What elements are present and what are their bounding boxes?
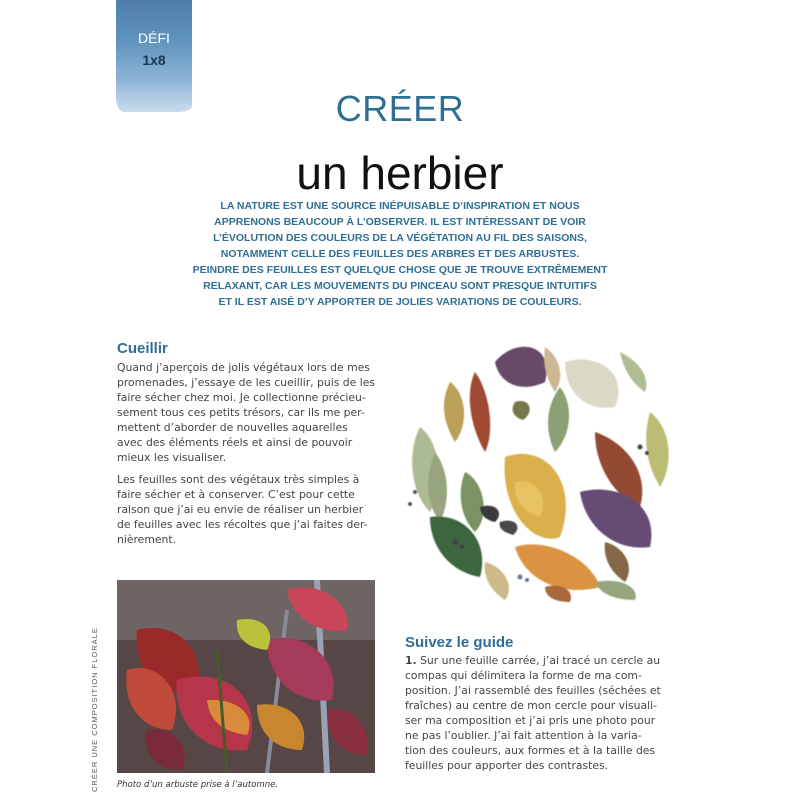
text-line: nièrement. <box>117 533 176 546</box>
text-line: Quand j’aperçois de jolis végétaux lors de mes <box>117 361 370 374</box>
text-line: mettent d’aborder de nouvelles aquarelles <box>117 421 348 434</box>
text-line: position. J’ai rassemblé des feuilles (séchées et <box>405 684 661 697</box>
text-line: feuilles pour apporter des contrastes. <box>405 759 609 772</box>
leaf-wreath-illustration <box>395 332 695 612</box>
text-line <box>405 653 670 668</box>
intro-line: APPRENONS BEAUCOUP À L’OBSERVER. IL EST INTÉRESSANT DE VOIR <box>214 216 586 228</box>
autumn-shrub-photo <box>117 580 375 773</box>
intro-line: RELAXANT, CAR LES MOUVEMENTS DU PINCEAU SONT PRESQUE INTUITIFS <box>203 280 597 292</box>
step-number: 1. <box>405 654 417 667</box>
intro-line: LA NATURE EST UNE SOURCE INÉPUISABLE D’INSPIRATION ET NOUS <box>220 200 580 212</box>
badge-number: 1x8 <box>142 52 166 68</box>
badge-label: DÉFI <box>138 30 170 46</box>
text-line: mieux les visualiser. <box>117 451 227 464</box>
cueillir-paragraph-1 <box>117 360 387 465</box>
text-line: avec des éléments réels et ainsi de pouvoir <box>117 436 353 449</box>
text-line: fraîches) au centre de mon cercle pour visuali- <box>405 699 658 712</box>
photo-caption: Photo d’un arbuste prise à l’automne. <box>117 780 279 790</box>
text-line: sement tous ces petits trésors, car ils me per- <box>117 406 365 419</box>
section-heading-cueillir: Cueillir <box>117 340 168 357</box>
section-heading-guide: Suivez le guide <box>405 634 514 651</box>
text-line: raison que j’ai eu envie de réaliser un herbier <box>117 503 364 516</box>
intro-paragraph <box>150 198 650 310</box>
intro-line: ET IL EST AISÉ D’Y APPORTER DE JOLIES VARIATIONS DE COULEURS. <box>218 296 582 308</box>
guide-step-1 <box>405 653 670 773</box>
text-line: faire sécher chez moi. Je collectionne précieu- <box>117 391 366 404</box>
text-line: promenades, j’essaye de les cueillir, puis de les <box>117 376 375 389</box>
text-line: ser ma composition et j’ai pris une photo pour <box>405 714 656 727</box>
title-line-2: un herbier <box>296 147 504 199</box>
text-line: faire sécher et à conserver. C’est pour cette <box>117 488 355 501</box>
text-line: compas qui délimitera la forme de ma com- <box>405 669 642 682</box>
intro-line: PEINDRE DES FEUILLES EST QUELQUE CHOSE QUE JE TROUVE EXTRÊMEMENT <box>192 264 608 276</box>
text-line: de feuilles avec les récoltes que j’ai faites der- <box>117 518 368 531</box>
intro-line: L’ÉVOLUTION DES COULEURS DE LA VÉGÉTATION AU FIL DES SAISONS, <box>213 232 587 244</box>
side-running-head: CRÉER UNE COMPOSITION FLORALE <box>90 627 99 792</box>
text-line: ne pas l’oublier. J’ai fait attention à la varia- <box>405 729 642 742</box>
photo-image <box>117 580 375 773</box>
text-line: tion des couleurs, aux formes et à la taille des <box>405 744 656 757</box>
title-line-1: CRÉER <box>335 88 465 129</box>
cueillir-paragraph-2 <box>117 472 379 547</box>
intro-line: NOTAMMENT CELLE DES FEUILLES DES ARBRES ET DES ARBUSTES. <box>220 248 580 260</box>
text-line-content: Sur une feuille carrée, j’ai tracé un cercle au <box>420 654 661 667</box>
text-line: Les feuilles sont des végétaux très simples à <box>117 473 360 486</box>
